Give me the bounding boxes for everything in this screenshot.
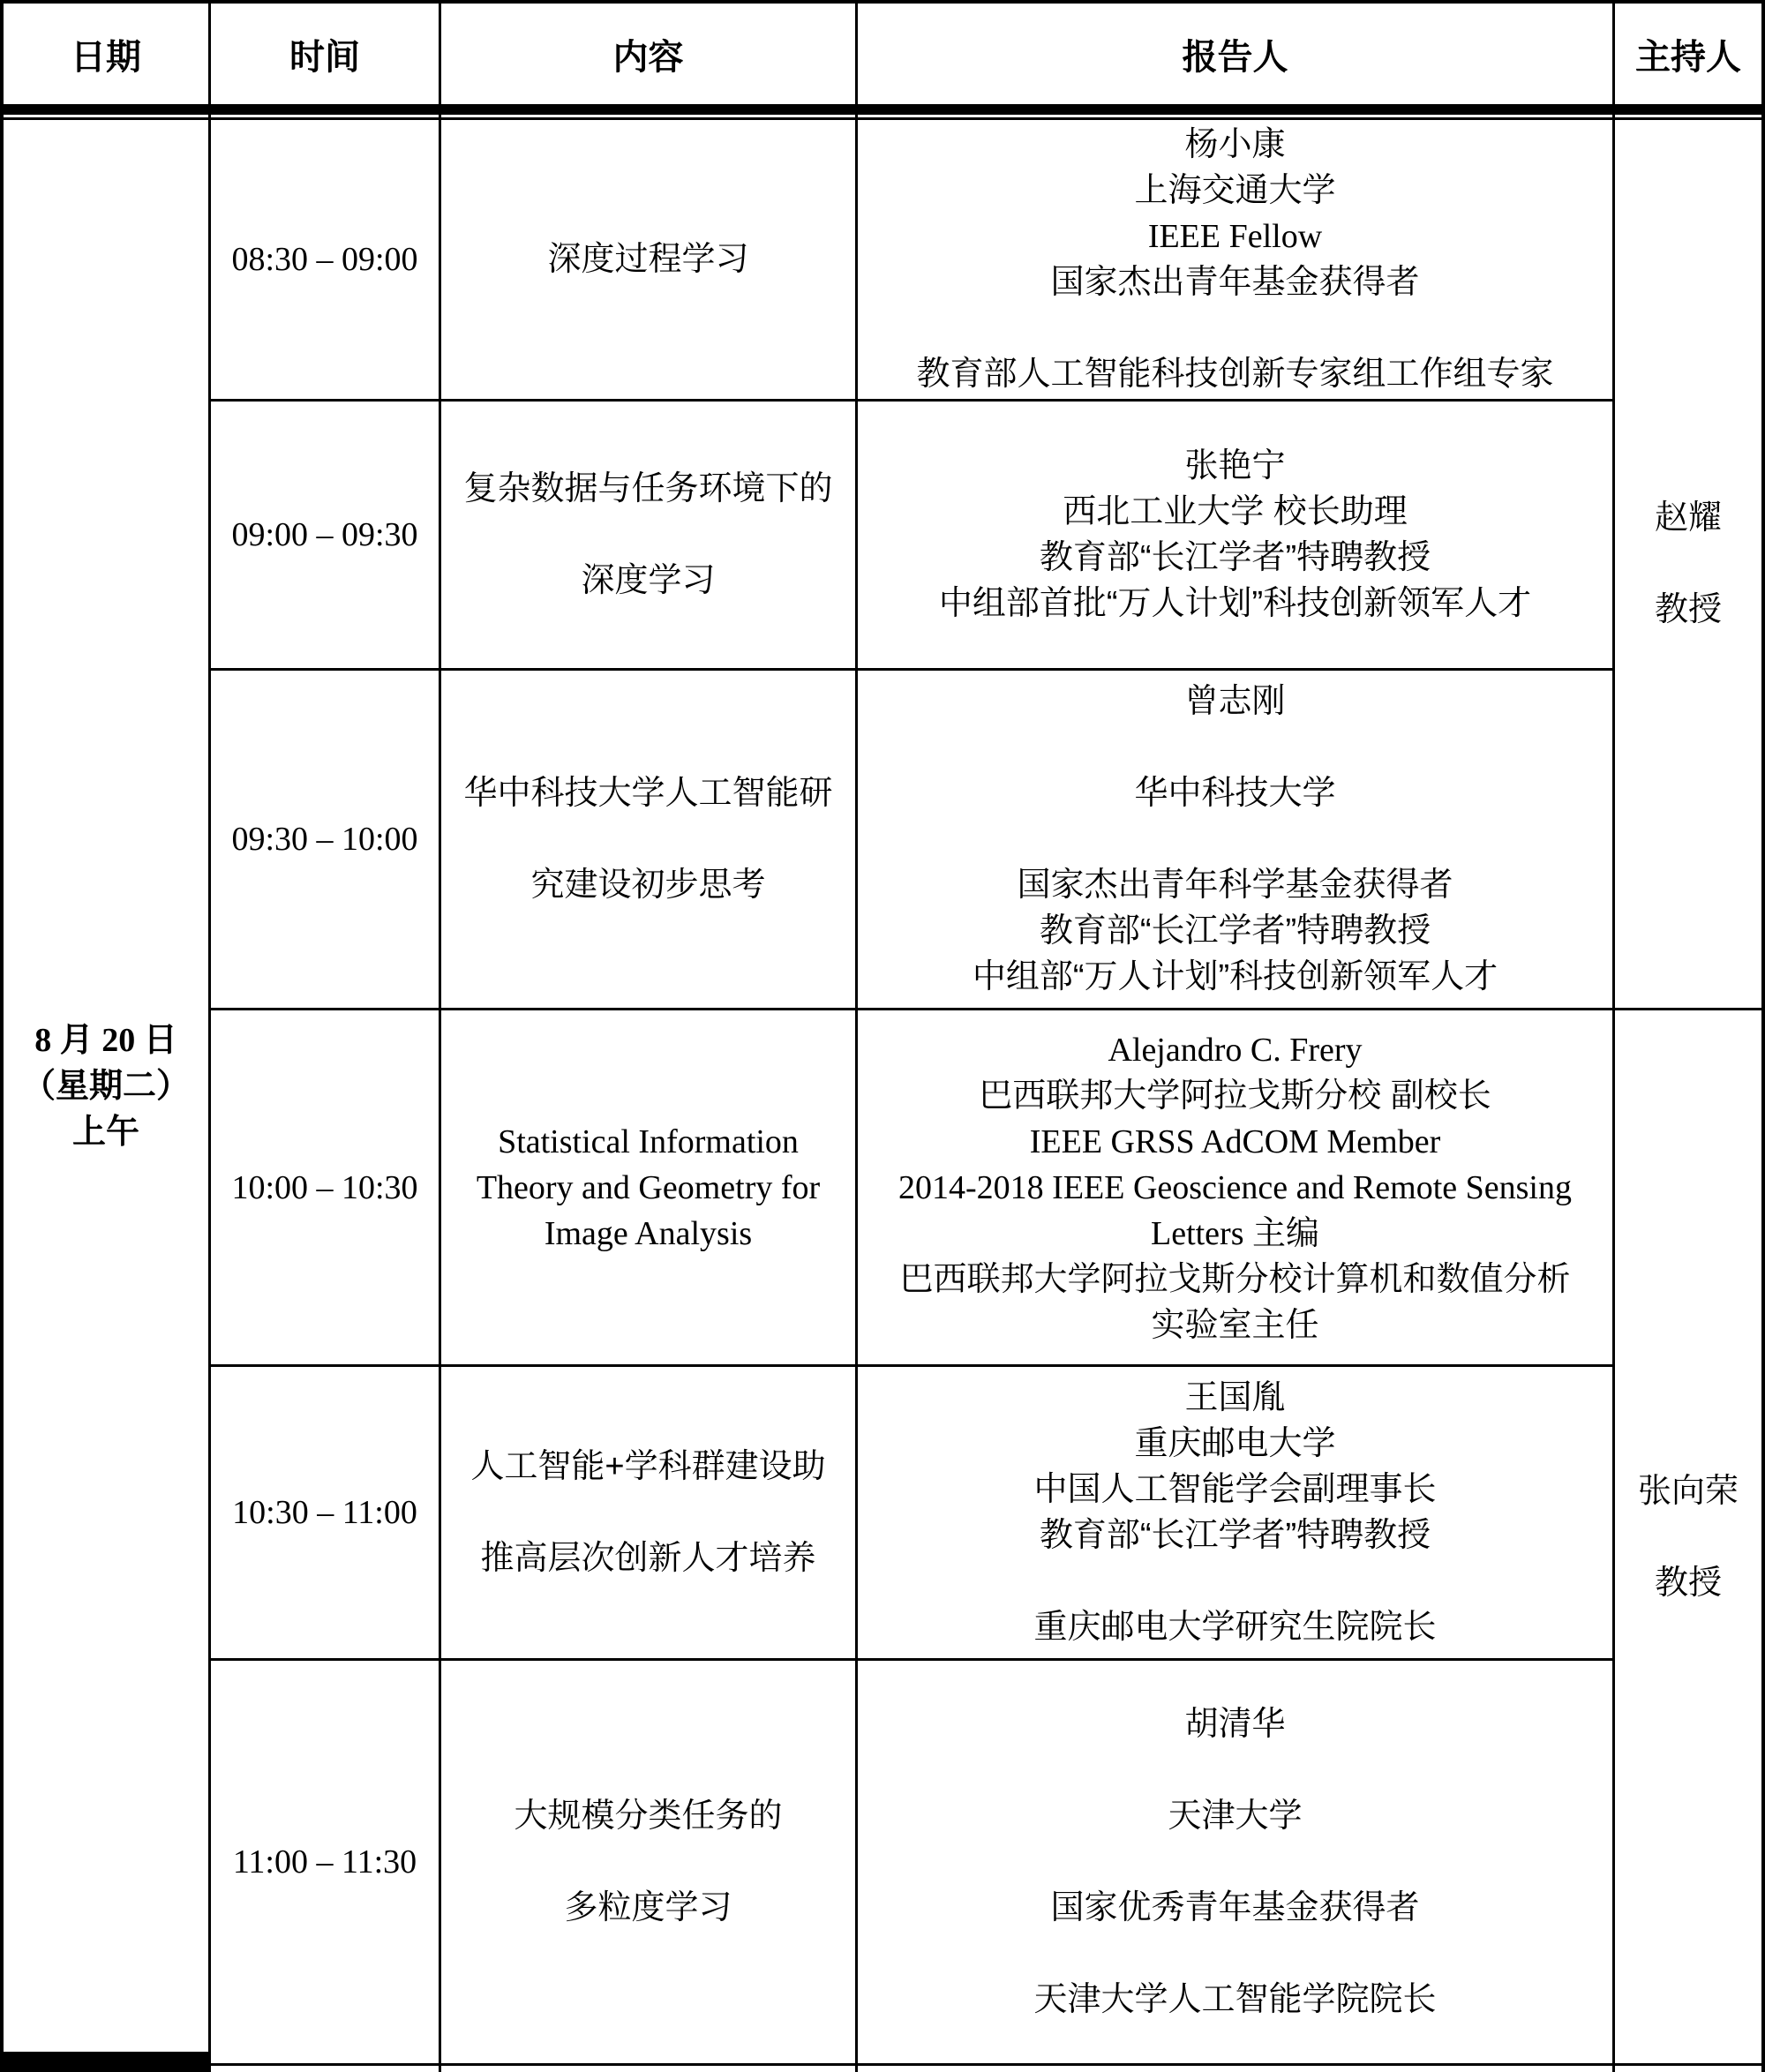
speaker-cell-3 <box>855 671 1612 1010</box>
text-line: 教育部“长江学者”特聘教授 <box>1039 912 1431 950</box>
header-divider <box>1612 104 1761 120</box>
text-line: 究建设初步思考 <box>530 867 766 904</box>
text-line <box>1230 1931 1240 1977</box>
text-line <box>1684 541 1694 587</box>
bottom-strip <box>1612 2066 1761 2072</box>
text-line: Statistical Information <box>498 1122 799 1160</box>
text-line: Theory and Geometry for <box>476 1168 821 1206</box>
content-cell-2 <box>439 402 855 671</box>
text-line: Image Analysis <box>544 1214 753 1252</box>
text-line: 杨小康 <box>1184 126 1286 163</box>
header-cell-host <box>1612 4 1761 104</box>
text-line: 赵耀 <box>1654 499 1722 537</box>
text-line: 华中科技大学人工智能研 <box>463 775 833 812</box>
text-line: IEEE GRSS AdCOM Member <box>1029 1122 1441 1160</box>
header-divider <box>439 104 855 120</box>
speaker-cell-5 <box>855 1367 1612 1661</box>
text-line: 教育部“长江学者”特聘教授 <box>1039 539 1431 576</box>
text-line: 国家杰出青年基金获得者 <box>1050 264 1420 301</box>
text-line: 教育部人工智能科技创新专家组工作组专家 <box>916 356 1554 393</box>
text-line <box>1230 1747 1240 1793</box>
text-line: （星期二） <box>21 1067 190 1105</box>
header-cell-content <box>439 4 855 104</box>
header-cell-time <box>208 4 439 104</box>
content-cell-3 <box>439 671 855 1010</box>
text-line <box>643 1490 653 1535</box>
header-label-date: 日期 <box>71 37 141 77</box>
speaker-cell-6 <box>855 1661 1612 2066</box>
text-line <box>1684 1514 1694 1560</box>
text-line <box>643 816 653 862</box>
header-cell-speaker <box>855 4 1612 104</box>
time-cell-2 <box>208 402 439 671</box>
text-line <box>643 1839 653 1885</box>
speaker-cell-4 <box>855 1010 1612 1367</box>
text-line: 天津大学人工智能学院院长 <box>1033 1981 1437 2018</box>
time-text: 11:00 – 11:30 <box>232 1843 417 1881</box>
content-cell-1 <box>439 120 855 402</box>
text-line: 曾志刚 <box>1184 683 1286 720</box>
text-line: 深度学习 <box>581 562 716 599</box>
text-line: 实验室主任 <box>1151 1306 1319 1344</box>
header-label-speaker: 报告人 <box>1182 37 1288 77</box>
header-divider <box>4 104 208 120</box>
bottom-strip <box>855 2066 1612 2072</box>
date-cell <box>4 120 208 2066</box>
text-line: 2014-2018 IEEE Geoscience and Remote Sensing <box>898 1168 1572 1206</box>
text-line: 国家杰出青年科学基金获得者 <box>1017 867 1453 904</box>
time-text: 09:30 – 10:00 <box>231 821 418 858</box>
content-cell-4 <box>439 1010 855 1367</box>
text-line: 国家优秀青年基金获得者 <box>1050 1889 1420 1926</box>
text-line: 王国胤 <box>1184 1379 1286 1416</box>
text-line: 中组部首批“万人计划”科技创新领军人才 <box>938 585 1532 622</box>
header-cell-date <box>4 4 208 104</box>
text-line <box>1230 1558 1240 1604</box>
bottom-strip <box>439 2066 855 2072</box>
text-line: 8 月 20 日 <box>34 1021 177 1059</box>
text-line <box>1230 1839 1240 1885</box>
header-label-time: 时间 <box>289 37 360 77</box>
time-text: 09:00 – 09:30 <box>231 516 418 553</box>
text-line: 复杂数据与任务环境下的 <box>463 470 833 507</box>
speaker-cell-1 <box>855 120 1612 402</box>
text-line: 人工智能+学科群建设助 <box>470 1448 826 1485</box>
host-cell-1 <box>1612 120 1761 1010</box>
time-cell-6 <box>208 1661 439 2066</box>
time-text: 10:30 – 11:00 <box>232 1494 417 1531</box>
time-cell-4 <box>208 1010 439 1367</box>
content-cell-6 <box>439 1661 855 2066</box>
text-line: 重庆邮电大学研究生院院长 <box>1033 1609 1437 1646</box>
text-line: 深度过程学习 <box>547 241 749 278</box>
text-line: 天津大学 <box>1168 1798 1303 1835</box>
content-cell-5 <box>439 1367 855 1661</box>
text-line <box>1230 816 1240 862</box>
text-line: 华中科技大学 <box>1134 775 1336 812</box>
text-line: 巴西联邦大学阿拉戈斯分校 副校长 <box>979 1077 1491 1115</box>
header-divider <box>208 104 439 120</box>
text-line: 上午 <box>71 1113 139 1151</box>
host-cell-2 <box>1612 1010 1761 2066</box>
text-line: 张向荣 <box>1637 1472 1739 1510</box>
time-text: 08:30 – 09:00 <box>231 241 418 278</box>
text-line: Letters 主编 <box>1150 1214 1319 1252</box>
text-line: 大规模分类任务的 <box>514 1798 783 1835</box>
bottom-strip <box>208 2066 439 2072</box>
text-line: IEEE Fellow <box>1147 218 1323 255</box>
text-line: 教授 <box>1654 591 1722 628</box>
text-line: 上海交通大学 <box>1134 172 1336 209</box>
text-line: 中国人工智能学会副理事长 <box>1033 1471 1437 1508</box>
header-label-host: 主持人 <box>1635 37 1741 77</box>
text-line <box>643 512 653 558</box>
text-line <box>1230 305 1240 351</box>
text-line: 推高层次创新人才培养 <box>480 1540 816 1577</box>
text-line: 多粒度学习 <box>564 1889 732 1926</box>
text-line: 张艳宁 <box>1184 447 1286 484</box>
text-line: Alejandro C. Frery <box>1108 1031 1363 1069</box>
header-label-content: 内容 <box>612 37 684 77</box>
text-line: 巴西联邦大学阿拉戈斯分校计算机和数值分析 <box>899 1260 1571 1298</box>
text-line: 教育部“长江学者”特聘教授 <box>1039 1517 1431 1554</box>
text-line: 教授 <box>1654 1564 1722 1602</box>
text-line <box>1230 724 1240 770</box>
time-text: 10:00 – 10:30 <box>231 1168 418 1206</box>
text-line: 胡清华 <box>1184 1706 1286 1743</box>
text-line: 中组部“万人计划”科技创新领军人才 <box>972 958 1498 995</box>
bottom-strip-date <box>4 2066 208 2072</box>
time-cell-3 <box>208 671 439 1010</box>
text-line: 西北工业大学 校长助理 <box>1063 493 1408 530</box>
speaker-cell-2 <box>855 402 1612 671</box>
text-line: 重庆邮电大学 <box>1134 1425 1336 1462</box>
header-divider <box>855 104 1612 120</box>
time-cell-5 <box>208 1367 439 1661</box>
time-cell-1 <box>208 120 439 402</box>
